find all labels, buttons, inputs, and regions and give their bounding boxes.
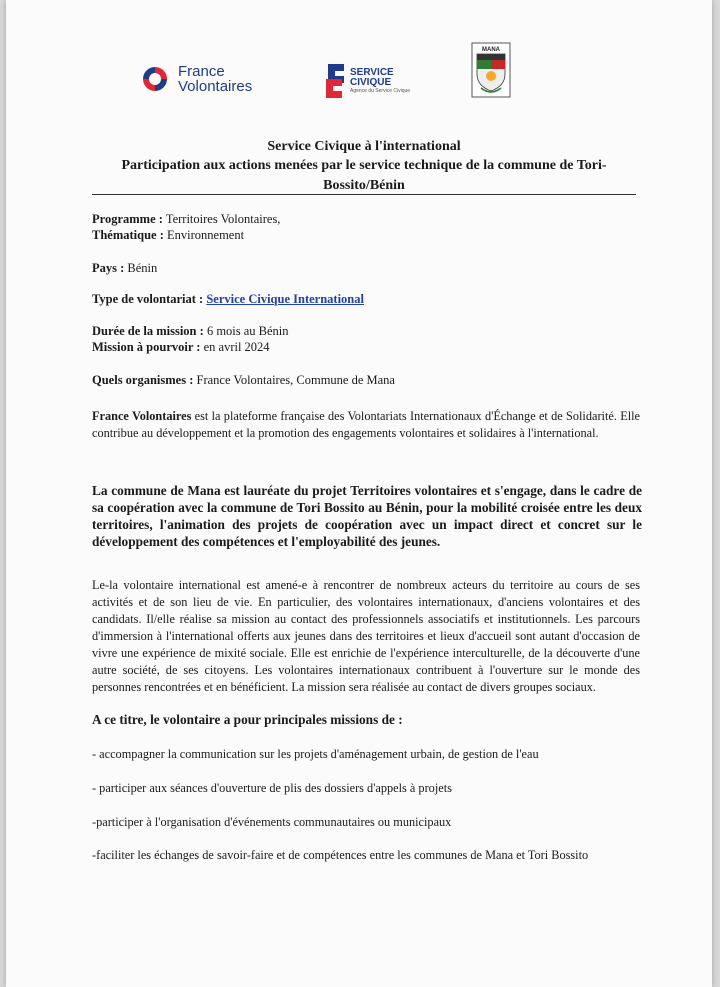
highlight-paragraph: La commune de Mana est lauréate du projet Territoires volontaires et s'engage, dans le cadre de sa coopération avec la commune de Tori Bossito au Bénin, pour la mobilité croisée entre les deux territoires, l'animation des projets de coopération avec un impact direct et concret sur le développement des compétences et l'employabilité des jeunes. xyxy=(92,483,642,549)
sc-line1: SERVICE xyxy=(350,67,394,78)
description-paragraph: Le-la volontaire international est amené-e à rencontrer de nombreux acteurs du territoire au cours de ses activités et de son lieu de vie. En particulier, des volontaires internationaux, d'anciens volontaires et des candidats. Il/elle réalise sa mission au contact des professionnels associatifs et institutionnels. Les parcours d'immersion à l'international offerts aux jeunes dans des territoires et lieux d'accueil sont autant d'occasion de vivre une expérience de mixité sociale. Elle est enrichie de l'expérience interculturelle, de la découverte d'une autre société, de ses citoyens. Les volontaires internationaux contribuent à l'ouverture sur le monde des personnes rencontrées et en bénéficient. La mission sera réalisée au contact de divers groupes sociaux. xyxy=(92,578,640,694)
pays-line xyxy=(92,261,636,276)
type-label: Type de volontariat : xyxy=(92,292,204,306)
missions-heading: A ce titre, le volontaire a pour principales missions de : xyxy=(92,712,403,727)
fv-line2: Volontaires xyxy=(178,78,253,95)
programme-label: Programme : xyxy=(92,212,163,226)
thematique-value: Environnement xyxy=(163,228,245,242)
mission-item: - participer aux séances d'ouverture de plis des dossiers d'appels à projets xyxy=(92,781,452,795)
mana-coat-of-arms-logo xyxy=(471,42,511,98)
intro-text: est la plateforme française des Volontariats Internationaux d'Échange et de Solidarité. Elle contribue au développement et la promotion des engagements volontaires et solidaires à l'international. xyxy=(92,409,640,440)
service-civique-logo xyxy=(324,62,410,100)
duree-label: Durée de la mission : xyxy=(92,324,204,338)
pays-label: Pays : xyxy=(92,261,125,275)
intro-paragraph xyxy=(92,408,640,442)
page-title: Service Civique à l'international xyxy=(267,139,461,154)
organismes-label: Quels organismes : xyxy=(92,373,194,387)
pays-value: Bénin xyxy=(124,261,158,275)
mission-label: Mission à pourvoir : xyxy=(92,340,201,354)
programme-line xyxy=(92,212,636,227)
programme-value: Territoires Volontaires, xyxy=(162,212,281,226)
thematique-label: Thématique : xyxy=(92,228,164,242)
type-line xyxy=(92,292,636,307)
organismes-value: France Volontaires, Commune de Mana xyxy=(193,373,395,387)
mission-item: -faciliter les échanges de savoir-faire et de compétences entre les communes de Mana et Tori Bossito xyxy=(92,848,589,862)
title-divider xyxy=(92,194,636,195)
france-volontaires-icon xyxy=(140,64,170,94)
duree-line xyxy=(92,324,636,339)
duree-value: 6 mois au Bénin xyxy=(203,324,289,338)
thematique-line xyxy=(92,228,636,243)
sc-line2: CIVIQUE xyxy=(350,77,392,88)
mission-value: en avril 2024 xyxy=(200,340,270,354)
mission-line xyxy=(92,340,636,355)
mana-label: MANA xyxy=(482,47,500,53)
france-volontaires-logo xyxy=(140,64,252,94)
mission-item: - accompagner la communication sur les projets d'aménagement urbain, de gestion de l'eau xyxy=(92,747,539,761)
logo-bar xyxy=(6,40,712,100)
service-civique-international-link[interactable]: Service Civique International xyxy=(206,292,364,306)
organismes-line xyxy=(92,373,636,388)
sc-subtitle: Agence du Service Civique xyxy=(350,88,411,94)
intro-bold-name: France Volontaires xyxy=(92,409,192,423)
document-page xyxy=(6,0,712,987)
fv-line1: France xyxy=(178,63,225,80)
service-civique-icon xyxy=(324,62,346,100)
title-block xyxy=(86,138,642,196)
page-subtitle: Participation aux actions menées par le service technique de la commune de Tori-Bossito/Bénin xyxy=(121,158,607,193)
mission-item: -participer à l'organisation d'événements communautaires ou municipaux xyxy=(92,815,452,829)
